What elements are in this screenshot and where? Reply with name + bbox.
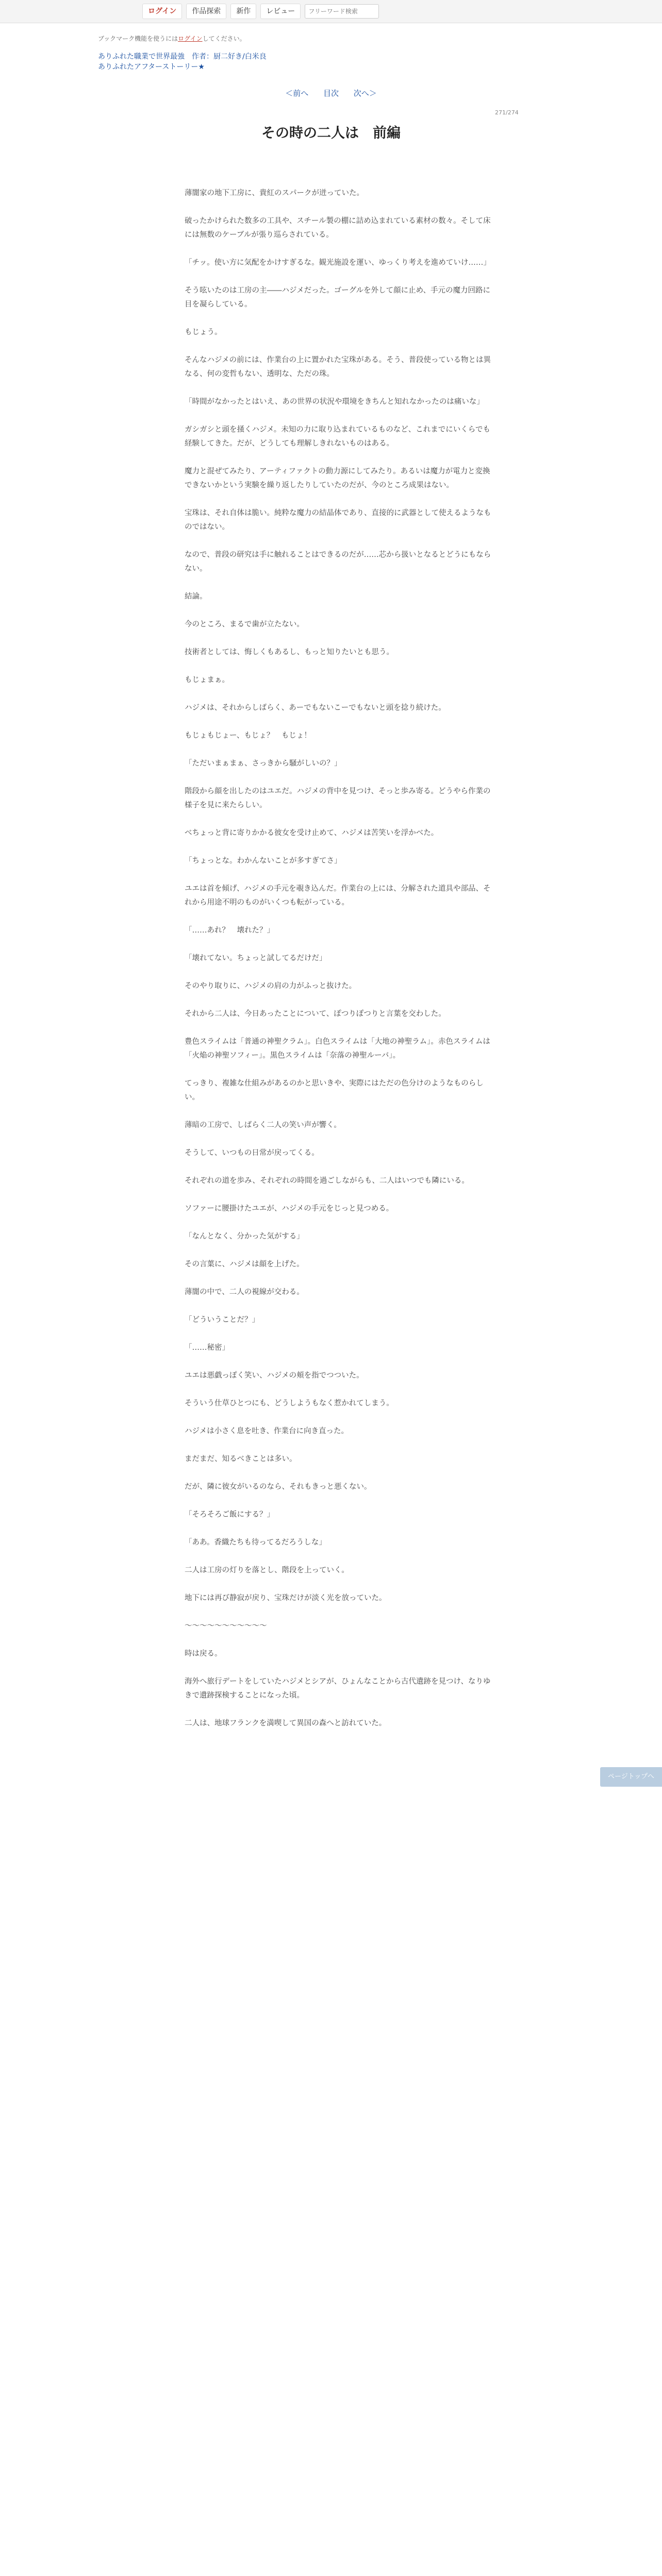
- body-paragraph: もじょまぁ。: [185, 676, 229, 684]
- nav-works-link[interactable]: 作品探索: [186, 4, 226, 19]
- series-info: [98, 52, 267, 72]
- body-paragraph: 「そろそろご飯にする？」: [185, 1511, 274, 1519]
- chapter-body: [185, 187, 494, 1744]
- body-paragraph: 薄暗の工房で、しばらく二人の笑い声が響く。: [185, 1121, 341, 1129]
- body-paragraph: そうして、いつもの日常が戻ってくる。: [185, 1149, 319, 1157]
- body-paragraph: 技術者としては、悔しくもあるし、もっと知りたいとも思う。: [185, 648, 394, 656]
- body-paragraph: ユエは悪戯っぽく笑い、ハジメの頬を指でつついた。: [185, 1371, 364, 1380]
- chapter-counter: 271/274: [495, 109, 519, 116]
- nav-review-link[interactable]: レビュー: [260, 4, 301, 19]
- body-paragraph: 「時間がなかったとはいえ、あの世界の状況や環境をきちんと知れなかったのは痛いな」: [185, 398, 484, 406]
- body-paragraph: 「ただいまぁまぁ、さっきから騒がしいの？」: [185, 759, 342, 768]
- series-title-link[interactable]: ありふれた職業で世界最強 作者：厨二好き/白米良: [98, 53, 267, 61]
- body-paragraph: 時は戻る。: [185, 1650, 222, 1658]
- body-paragraph: ガシガシと頭を掻くハジメ。未知の力に取り込まれているものなど、これまでにいくらでも経験してきた。だが、どうしても理解しきれないものはある。: [185, 426, 491, 448]
- prev-chapter-link[interactable]: ＜前へ: [285, 89, 309, 98]
- chapter-title: その時の二人は 前編: [261, 125, 401, 141]
- body-paragraph: 「どういうことだ？」: [185, 1316, 259, 1324]
- body-paragraph: ユエは首を傾げ、ハジメの手元を覗き込んだ。作業台の上には、分解された道具や部品、それから用途不明のものがいくつも転がっている。: [185, 885, 491, 907]
- search-input[interactable]: [305, 4, 379, 19]
- body-paragraph: 結論。: [185, 592, 207, 601]
- body-paragraph: 「……あれ？ 壊れた？」: [185, 926, 274, 935]
- body-paragraph: だが、隣に彼女がいるのなら、それもきっと悪くない。: [185, 1483, 372, 1491]
- series-subtitle-link[interactable]: ありふれたアフターストーリー★: [98, 63, 205, 71]
- body-paragraph: 「ちょっとな。わかんないことが多すぎてさ」: [185, 857, 342, 865]
- body-paragraph: 魔力と混ぜてみたり、アーティファクトの動力源にしてみたり。あるいは魔力が電力と変換できないかという実験を繰り返したりしていたのだが、今のところ成果はない。: [185, 467, 490, 489]
- body-paragraph: 階段から顔を出したのはユエだ。ハジメの背中を見つけ、そっと歩み寄る。どうやら作業の様子を見に来たらしい。: [185, 787, 491, 809]
- page-top-button[interactable]: ページトップへ: [600, 1767, 662, 1787]
- body-paragraph: ハジメは小さく息を吐き、作業台に向き直った。: [185, 1427, 349, 1435]
- body-paragraph: それぞれの道を歩み、それぞれの時間を過ごしながらも、二人はいつでも隣にいる。: [185, 1177, 469, 1185]
- body-paragraph: 「……秘密」: [185, 1344, 229, 1352]
- body-paragraph: 二人は、地球フランクを満喫して異国の森へと訪れていた。: [185, 1719, 387, 1727]
- toc-link[interactable]: 目次: [323, 89, 339, 98]
- bookmark-notice: [98, 34, 246, 43]
- notice-login-link[interactable]: ログイン: [178, 35, 203, 42]
- body-paragraph: もじょう。: [185, 328, 222, 336]
- login-button[interactable]: ログイン: [142, 4, 182, 19]
- body-paragraph: 破ったかけられた数多の工具や、スチール製の棚に詰め込まれている素材の数々。そして床には無数のケーブルが張り巡らされている。: [185, 217, 491, 239]
- notice-suffix: してください。: [202, 35, 246, 42]
- body-paragraph: 二人は工房の灯りを落とし、階段を上っていく。: [185, 1566, 349, 1574]
- notice-prefix: ブックマーク機能を使うには: [98, 35, 178, 42]
- next-chapter-link[interactable]: 次へ＞: [353, 89, 377, 98]
- body-paragraph: べちょっと背に寄りかかる彼女を受け止めて、ハジメは苦笑いを浮かべた。: [185, 829, 439, 837]
- body-paragraph: 宝珠は、それ自体は脆い。純粋な魔力の結晶体であり、直接的に武器として使えるようなものではない。: [185, 509, 491, 531]
- body-paragraph: ハジメは、それからしばらく、あーでもないこーでもないと頭を捻り続けた。: [185, 704, 446, 712]
- body-paragraph: もじょもじょー、もじょ？ もじょ！: [185, 732, 311, 740]
- body-paragraph: 豊色スライムは「普通の神聖クラム」。白色スライムは「大地の神聖ラム」。赤色スライムは「火焔の神聖ソフィー」。黒色スライムは「奈落の神聖ルーバ」。: [185, 1038, 490, 1060]
- body-paragraph: 「壊れてない。ちょっと試してるだけだ」: [185, 954, 327, 962]
- body-paragraph: 薄闇家の地下工房に、貴紅のスパークが迸っていた。: [185, 189, 364, 197]
- body-paragraph: 海外へ旅行デートをしていたハジメとシアが、ひょんなことから古代遺跡を見つけ、なりゆきで遺跡探検することになった頃。: [185, 1677, 491, 1700]
- body-paragraph: なので、普段の研究は手に触れることはできるのだが……芯から扱いとなるとどうにもならない。: [185, 551, 491, 573]
- body-paragraph: その言葉に、ハジメは顔を上げた。: [185, 1260, 304, 1268]
- body-paragraph: ソファーに腰掛けたユエが、ハジメの手元をじっと見つめる。: [185, 1205, 394, 1213]
- body-paragraph: ～～～～～～～～～～～: [185, 1622, 267, 1630]
- body-paragraph: 今のところ、まるで歯が立たない。: [185, 620, 304, 629]
- body-paragraph: 「ああ。香織たちも待ってるだろうしな」: [185, 1538, 326, 1547]
- body-paragraph: それから二人は、今日あったことについて、ぽつりぽつりと言葉を交わした。: [185, 1010, 446, 1018]
- top-navigation-bar: [0, 0, 662, 23]
- body-paragraph: 「チッ。使い方に気配をかけすぎるな。観光施設を運い、ゆっくり考えを進めていけ……」: [185, 259, 491, 267]
- body-paragraph: そう呟いたのは工房の主――ハジメだった。ゴーグルを外して顔に止め、手元の魔力回路に目を凝らしている。: [185, 286, 491, 309]
- body-paragraph: そのやり取りに、ハジメの肩の力がふっと抜けた。: [185, 982, 357, 990]
- body-paragraph: 薄闇の中で、二人の視線が交わる。: [185, 1288, 304, 1296]
- nav-new-link[interactable]: 新作: [230, 4, 256, 19]
- body-paragraph: 「なんとなく、分かった気がする」: [185, 1232, 304, 1241]
- chapter-pager: [0, 88, 662, 98]
- body-paragraph: そんなハジメの前には、作業台の上に置かれた宝珠がある。そう、普段使っている物とは異なる、何の変哲もない、透明な、ただの珠。: [185, 356, 491, 378]
- body-paragraph: まだまだ、知るべきことは多い。: [185, 1455, 297, 1463]
- body-paragraph: てっきり、複雑な仕組みがあるのかと思いきや、実際にはただの色分けのようなものらしい。: [185, 1079, 484, 1101]
- body-paragraph: 地下には再び静寂が戻り、宝珠だけが淡く光を放っていた。: [185, 1594, 387, 1602]
- top-navigation: [142, 4, 379, 19]
- body-paragraph: そういう仕草ひとつにも、どうしようもなく惹かれてしまう。: [185, 1399, 394, 1408]
